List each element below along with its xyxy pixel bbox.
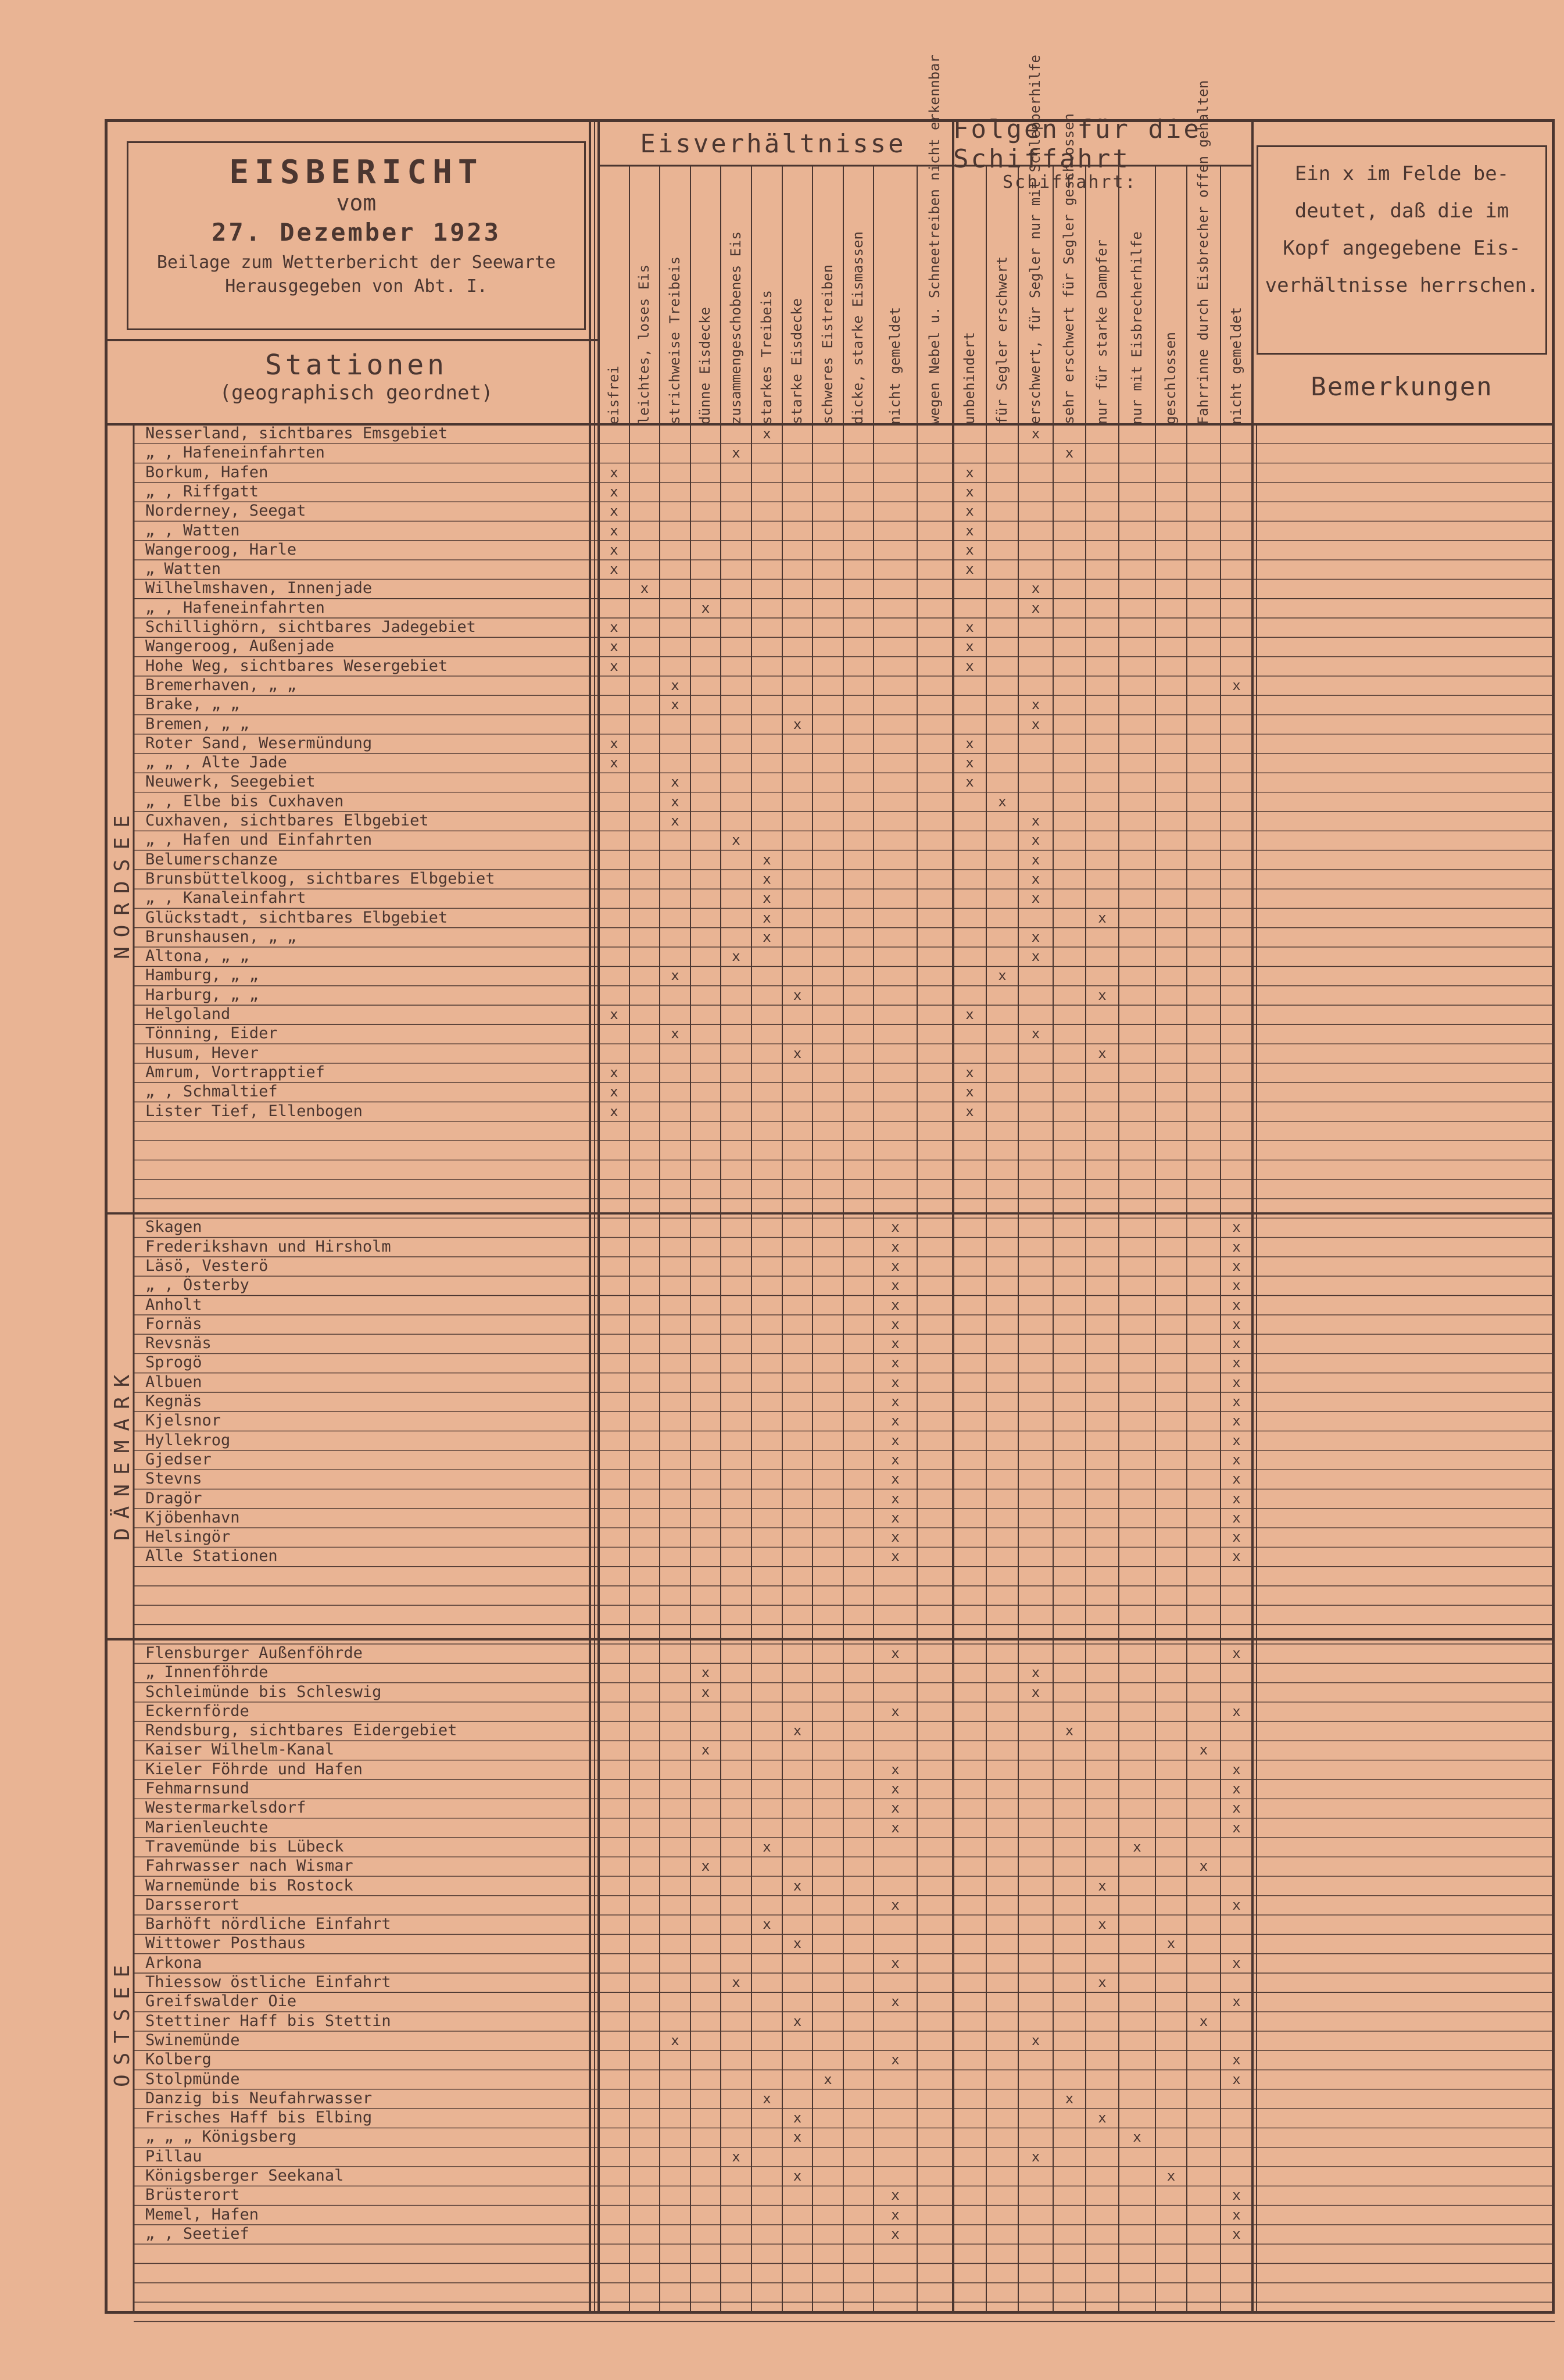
ice-mark: x (793, 2013, 802, 2029)
ice-mark: x (1232, 2225, 1241, 2242)
ice-mark: x (610, 657, 618, 674)
station-name: Brake, „ „ (145, 695, 240, 714)
station-name: Belumerschanze (145, 850, 278, 869)
ice-mark: x (610, 503, 618, 520)
ice-mark: x (1031, 1025, 1040, 1042)
station-name: Dragör (145, 1489, 202, 1507)
ice-mark: x (1031, 870, 1040, 887)
group-header-folgen: Folgen für die Schiffahrt (953, 114, 1201, 174)
ice-mark: x (965, 1084, 974, 1100)
station-name: Glückstadt, sichtbares Elbgebiet (145, 908, 448, 927)
ice-mark: x (1232, 677, 1241, 694)
ice-mark: x (610, 464, 618, 481)
ice-mark: x (1098, 1877, 1107, 1894)
ice-mark: x (1098, 987, 1107, 1003)
ice-mark: x (763, 928, 771, 945)
station-name: Darsserort (145, 1895, 240, 1914)
ice-mark: x (671, 813, 679, 829)
station-name: Husum, Hever (145, 1044, 259, 1062)
ice-mark: x (1199, 1742, 1208, 1759)
station-name: Kolberg (145, 2050, 212, 2069)
ice-mark: x (1031, 580, 1040, 597)
ice-mark: x (610, 1084, 618, 1100)
ice-mark: x (763, 890, 771, 907)
ice-mark: x (732, 1974, 740, 1991)
ice-mark: x (1065, 1723, 1074, 1739)
ice-mark: x (1031, 948, 1040, 965)
station-name: Wangeroog, Außenjade (145, 637, 335, 656)
ice-mark: x (1031, 716, 1040, 732)
ice-mark: x (701, 1664, 710, 1681)
ice-mark: x (793, 2110, 802, 2127)
station-name: Fahrwasser nach Wismar (145, 1857, 353, 1875)
ice-mark: x (610, 561, 618, 578)
ice-mark: x (671, 774, 679, 791)
ice-mark: x (763, 1916, 771, 1933)
ice-mark: x (701, 1684, 710, 1700)
ice-mark: x (891, 1781, 900, 1797)
station-name: Travemünde bis Lübeck (145, 1837, 344, 1856)
station-name: Danzig bis Neufahrwasser (145, 2089, 373, 2107)
column-header: starkes Treibeis (758, 290, 775, 424)
report-subtitle: Beilage zum Wetterbericht der Seewarte (156, 252, 556, 273)
station-name: Kieler Föhrde und Hafen (145, 1760, 363, 1778)
column-header: leichtes, loses Eis (636, 265, 653, 424)
station-name: Borkum, Hafen (145, 463, 269, 481)
ice-mark: x (610, 541, 618, 558)
column-header: dünne Eisdecke (697, 306, 714, 424)
ice-mark: x (1098, 1045, 1107, 1062)
report-date: 27. Dezember 1923 (212, 218, 501, 246)
station-name: „ Watten (145, 560, 221, 578)
station-name: „ , Riffgatt (145, 482, 259, 501)
station-name: Sprogö (145, 1353, 202, 1372)
remarks-header: Bemerkungen (1311, 371, 1493, 402)
ice-mark: x (793, 987, 802, 1003)
column-header: eisfrei (605, 365, 622, 424)
ice-mark: x (793, 2168, 802, 2184)
ice-mark: x (671, 793, 679, 810)
ice-mark: x (793, 1723, 802, 1739)
station-name: Wittower Posthaus (145, 1934, 306, 1953)
ice-mark: x (998, 793, 1007, 810)
station-name: Pillau (145, 2147, 202, 2165)
column-header: Fahrrinne durch Eisbrecher offen gehalten (1195, 80, 1212, 424)
ice-mark: x (1232, 1509, 1241, 1526)
station-name: Königsberger Seekanal (145, 2167, 344, 2185)
ice-mark: x (891, 1451, 900, 1468)
ice-mark: x (1031, 426, 1040, 442)
ice-mark: x (701, 599, 710, 616)
ice-mark: x (891, 1316, 900, 1332)
station-name: „ , Kanaleinfahrt (145, 889, 306, 907)
column-header: wegen Nebel u. Schneetreiben nicht erkennbar (926, 55, 943, 424)
ice-mark: x (1098, 1916, 1107, 1933)
ice-mark: x (1031, 2032, 1040, 2049)
station-name: Bremerhaven, „ „ (145, 676, 297, 694)
station-name: Eckernförde (145, 1702, 249, 1720)
station-name: Greifswalder Oie (145, 1992, 297, 2011)
ice-mark: x (1031, 1684, 1040, 1700)
ice-mark: x (965, 774, 974, 791)
ice-mark: x (1232, 1781, 1241, 1797)
ice-mark: x (1232, 1355, 1241, 1371)
ice-mark: x (965, 1103, 974, 1120)
station-name: Frederikshavn und Hirsholm (145, 1237, 391, 1256)
ice-mark: x (1232, 1335, 1241, 1352)
station-name: Läsö, Vesterö (145, 1256, 269, 1275)
ice-mark: x (1232, 1451, 1241, 1468)
ice-mark: x (891, 1219, 900, 1236)
station-name: Fornäs (145, 1314, 202, 1333)
ice-mark: x (965, 503, 974, 520)
ice-mark: x (763, 1838, 771, 1855)
ice-mark: x (1232, 2187, 1241, 2204)
ice-mark: x (965, 483, 974, 500)
ice-mark: x (891, 1296, 900, 1313)
ice-mark: x (891, 2052, 900, 2068)
station-name: Brunsbüttelkoog, sichtbares Elbgebiet (145, 869, 495, 888)
station-name: Roter Sand, Wesermündung (145, 734, 373, 752)
column-header: strichweise Treibeis (666, 256, 683, 424)
ice-mark: x (891, 2225, 900, 2242)
ice-mark: x (891, 1413, 900, 1430)
station-name: „ „ , Alte Jade (145, 753, 287, 772)
column-header: starke Eisdecke (789, 298, 806, 424)
ice-mark: x (1232, 1800, 1241, 1817)
ice-mark: x (1133, 2129, 1141, 2146)
station-name: „ , Hafeneinfahrten (145, 598, 325, 617)
ice-mark: x (965, 735, 974, 752)
ice-mark: x (610, 1006, 618, 1023)
station-name: Kaiser Wilhelm-Kanal (145, 1741, 335, 1759)
station-name: „ , Österby (145, 1276, 249, 1295)
ice-mark: x (891, 1490, 900, 1507)
report-title: EISBERICHT (229, 153, 484, 191)
stations-header-sub: (geographisch geordnet) (219, 381, 493, 405)
ice-mark: x (1232, 1277, 1241, 1294)
ice-mark: x (640, 580, 649, 597)
station-name: „ , Hafen und Einfahrten (145, 831, 373, 849)
ice-mark: x (891, 1800, 900, 1817)
column-header: schweres Eistreiben (819, 265, 836, 424)
legend-line: Kopf angegebene Eis- (1283, 237, 1521, 260)
ice-mark: x (1232, 1413, 1241, 1430)
station-name: Bremen, „ „ (145, 714, 249, 733)
ice-mark: x (763, 870, 771, 887)
station-name: Neuwerk, Seegebiet (145, 773, 316, 791)
column-header: geschlossen (1162, 332, 1179, 424)
ice-mark: x (1232, 1490, 1241, 1507)
station-name: Wilhelmshaven, Innenjade (145, 579, 373, 598)
ice-mark: x (891, 1896, 900, 1913)
ice-mark: x (1199, 1858, 1208, 1875)
ice-mark: x (1232, 1761, 1241, 1778)
column-header: unbehindert (961, 332, 978, 424)
station-name: Rendsburg, sichtbares Eidergebiet (145, 1721, 457, 1740)
group-subheader-schiffahrt: Schiffahrt: (1003, 172, 1137, 192)
station-name: Stolpmünde (145, 2070, 240, 2088)
ice-mark: x (610, 522, 618, 539)
station-name: Thiessow östliche Einfahrt (145, 1973, 391, 1991)
legend-line: Ein x im Felde be- (1294, 162, 1509, 185)
ice-mark: x (891, 1238, 900, 1255)
ice-mark: x (965, 1006, 974, 1023)
ice-mark: x (610, 619, 618, 635)
ice-mark: x (1232, 1296, 1241, 1313)
station-name: Skagen (145, 1218, 202, 1237)
ice-mark: x (891, 1761, 900, 1778)
station-name: Altona, „ „ (145, 947, 249, 966)
ice-mark: x (793, 1045, 802, 1062)
ice-mark: x (671, 696, 679, 713)
column-header: für Segler erschwert (993, 256, 1010, 424)
station-name: Helgoland (145, 1005, 231, 1023)
ice-mark: x (671, 967, 679, 984)
ice-mark: x (1232, 1471, 1241, 1488)
station-name: Flensburger Außenföhrde (145, 1643, 363, 1662)
ice-mark: x (1232, 2071, 1241, 2088)
station-name: Nesserland, sichtbares Emsgebiet (145, 424, 448, 442)
station-name: „ , Elbe bis Cuxhaven (145, 792, 344, 810)
ice-mark: x (891, 1257, 900, 1274)
column-header: nicht gemeldet (886, 306, 903, 424)
ice-mark: x (965, 522, 974, 539)
ice-mark: x (1232, 1819, 1241, 1836)
ice-mark: x (1065, 445, 1074, 462)
region-label-nordsee: NORDSEE (110, 806, 134, 959)
ice-mark: x (891, 1703, 900, 1720)
ice-mark: x (891, 1432, 900, 1449)
station-name: Revsnäs (145, 1334, 212, 1353)
ice-mark: x (891, 1277, 900, 1294)
ice-mark: x (793, 1935, 802, 1952)
ice-mark: x (891, 1954, 900, 1971)
ice-mark: x (793, 1877, 802, 1894)
station-name: „ , Hafeneinfahrten (145, 444, 325, 462)
stations-header (127, 349, 586, 405)
ice-mark: x (1232, 1954, 1241, 1971)
ice-mark: x (1098, 909, 1107, 926)
station-name: Wangeroog, Harle (145, 540, 297, 559)
station-name: Norderney, Seegat (145, 502, 306, 520)
ice-mark: x (965, 1064, 974, 1081)
ice-mark: x (891, 1645, 900, 1661)
ice-mark: x (1031, 1664, 1040, 1681)
station-name: Albuen (145, 1373, 202, 1391)
ice-mark: x (1031, 890, 1040, 907)
ice-mark: x (891, 1355, 900, 1371)
station-name: Marienleuchte (145, 1818, 269, 1836)
ice-mark: x (763, 909, 771, 926)
ice-mark: x (1098, 1974, 1107, 1991)
station-name: Amrum, Vortrapptief (145, 1063, 325, 1081)
legend-box (1257, 145, 1547, 355)
ice-mark: x (1166, 1935, 1176, 1952)
station-name: Kjelsnor (145, 1411, 221, 1430)
ice-mark: x (1232, 1645, 1241, 1661)
station-name: Schillighörn, sichtbares Jadegebiet (145, 618, 476, 636)
ice-mark: x (965, 464, 974, 481)
station-name: Kegnäs (145, 1392, 202, 1410)
ice-mark: x (732, 445, 740, 462)
ice-mark: x (732, 2148, 740, 2165)
station-name: Gjedser (145, 1450, 212, 1468)
ice-mark: x (965, 541, 974, 558)
ice-mark: x (1031, 851, 1040, 868)
ice-mark: x (891, 1471, 900, 1488)
station-name: „ „ „ Königsberg (145, 2128, 297, 2146)
ice-mark: x (1232, 1896, 1241, 1913)
station-name: Memel, Hafen (145, 2205, 259, 2224)
ice-mark: x (793, 716, 802, 732)
ice-mark: x (701, 1858, 710, 1875)
station-name: „ , Watten (145, 521, 240, 539)
ice-mark: x (763, 851, 771, 868)
ice-mark: x (732, 832, 740, 849)
station-name: Brüsterort (145, 2186, 240, 2204)
ice-mark: x (1232, 1393, 1241, 1410)
region-label-daenemark: DÄNEMARK (110, 1365, 134, 1541)
stations-header-label: Stationen (264, 349, 448, 381)
ice-mark: x (1232, 1238, 1241, 1255)
report-vom: vom (336, 190, 377, 216)
station-name: Westermarkelsdorf (145, 1799, 306, 1817)
station-name: Helsingör (145, 1528, 231, 1546)
ice-mark: x (891, 1529, 900, 1546)
station-name: Schleimünde bis Schleswig (145, 1682, 382, 1701)
ice-mark: x (1232, 1219, 1241, 1236)
ice-mark: x (610, 483, 618, 500)
station-name: Stevns (145, 1470, 202, 1488)
ice-mark: x (1166, 2168, 1176, 2184)
ice-mark: x (1065, 2090, 1074, 2107)
ice-mark: x (1232, 1374, 1241, 1391)
station-name: Stettiner Haff bis Stettin (145, 2011, 391, 2030)
ice-mark: x (701, 1742, 710, 1759)
station-name: Tönning, Eider (145, 1024, 278, 1043)
ice-mark: x (891, 1993, 900, 2010)
ice-mark: x (763, 2090, 771, 2107)
ice-mark: x (891, 1819, 900, 1836)
column-header: zusammengeschobenes Eis (727, 231, 744, 424)
station-name: Brunshausen, „ „ (145, 927, 297, 946)
region-label-ostsee: OSTSEE (110, 1955, 134, 2087)
station-name: Lister Tief, Ellenbogen (145, 1102, 363, 1120)
station-name: Anholt (145, 1295, 202, 1314)
column-header: dicke, starke Eismassen (850, 231, 867, 424)
ice-mark: x (891, 2206, 900, 2223)
ice-mark: x (610, 755, 618, 771)
ice-mark: x (1232, 2052, 1241, 2068)
ice-mark: x (1133, 1838, 1141, 1855)
ice-mark: x (965, 619, 974, 635)
ice-mark: x (671, 2032, 679, 2049)
report-publisher: Herausgegeben von Abt. I. (225, 276, 488, 296)
ice-mark: x (732, 948, 740, 965)
station-name: Hyllekrog (145, 1431, 231, 1449)
ice-mark: x (1232, 1993, 1241, 2010)
ice-mark: x (891, 1374, 900, 1391)
ice-mark: x (1031, 2148, 1040, 2165)
ice-mark: x (1232, 1432, 1241, 1449)
station-name: Frisches Haff bis Elbing (145, 2109, 373, 2127)
station-name: Alle Stationen (145, 1547, 278, 1566)
group-header-eis: Eisverhältnisse (640, 129, 906, 159)
ice-mark: x (610, 735, 618, 752)
ice-mark: x (891, 1393, 900, 1410)
ice-mark: x (965, 561, 974, 578)
station-name: Hamburg, „ „ (145, 966, 259, 985)
station-name: „ , Schmaltief (145, 1082, 278, 1101)
ice-mark: x (671, 1025, 679, 1042)
ice-mark: x (824, 2071, 832, 2088)
ice-mark: x (1098, 2110, 1107, 2127)
ice-mark: x (1199, 2013, 1208, 2029)
station-name: Hohe Weg, sichtbares Wesergebiet (145, 656, 448, 675)
ice-mark: x (965, 755, 974, 771)
station-name: „ Innenföhrde (145, 1663, 269, 1682)
ice-mark: x (1031, 599, 1040, 616)
column-header: nicht gemeldet (1227, 306, 1244, 424)
station-name: Arkona (145, 1953, 202, 1972)
column-header: nur für starke Dampfer (1093, 240, 1110, 424)
ice-mark: x (1232, 1703, 1241, 1720)
column-header: nur mit Eisbrecherhilfe (1128, 231, 1145, 424)
ice-mark: x (610, 638, 618, 655)
ice-mark: x (965, 657, 974, 674)
station-name: Warnemünde bis Rostock (145, 1876, 353, 1895)
ice-mark: x (998, 967, 1007, 984)
ice-mark: x (763, 426, 771, 442)
ice-mark: x (1031, 813, 1040, 829)
column-header: sehr erschwert für Segler geschlossen (1061, 113, 1078, 424)
ice-mark: x (1232, 2206, 1241, 2223)
ice-mark: x (1031, 696, 1040, 713)
ice-mark: x (1031, 928, 1040, 945)
station-name: Cuxhaven, sichtbares Elbgebiet (145, 812, 429, 830)
ice-mark: x (671, 677, 679, 694)
legend-line: verhältnisse herrschen. (1265, 274, 1539, 297)
station-name: Swinemünde (145, 2031, 240, 2049)
ice-mark: x (1232, 1316, 1241, 1332)
ice-mark: x (1031, 832, 1040, 849)
legend-line: deutet, daß die im (1294, 199, 1509, 223)
station-name: Barhöft nördliche Einfahrt (145, 1915, 391, 1934)
ice-mark: x (610, 1064, 618, 1081)
station-name: Fehmarnsund (145, 1779, 249, 1797)
ice-mark: x (1232, 1548, 1241, 1565)
ice-mark: x (891, 1509, 900, 1526)
ice-mark: x (891, 1335, 900, 1352)
station-name: Kjöbenhavn (145, 1508, 240, 1527)
ice-mark: x (891, 1548, 900, 1565)
ice-mark: x (1232, 1257, 1241, 1274)
column-header: erschwert, für Segler nur mit Schlepperhilfe (1027, 55, 1044, 424)
station-name: Harburg, „ „ (145, 985, 259, 1004)
ice-mark: x (965, 638, 974, 655)
ice-mark: x (1232, 1529, 1241, 1546)
ice-mark: x (891, 2187, 900, 2204)
title-box (127, 141, 586, 330)
station-name: „ , Seetief (145, 2224, 249, 2243)
ice-mark: x (610, 1103, 618, 1120)
ice-mark: x (793, 2129, 802, 2146)
